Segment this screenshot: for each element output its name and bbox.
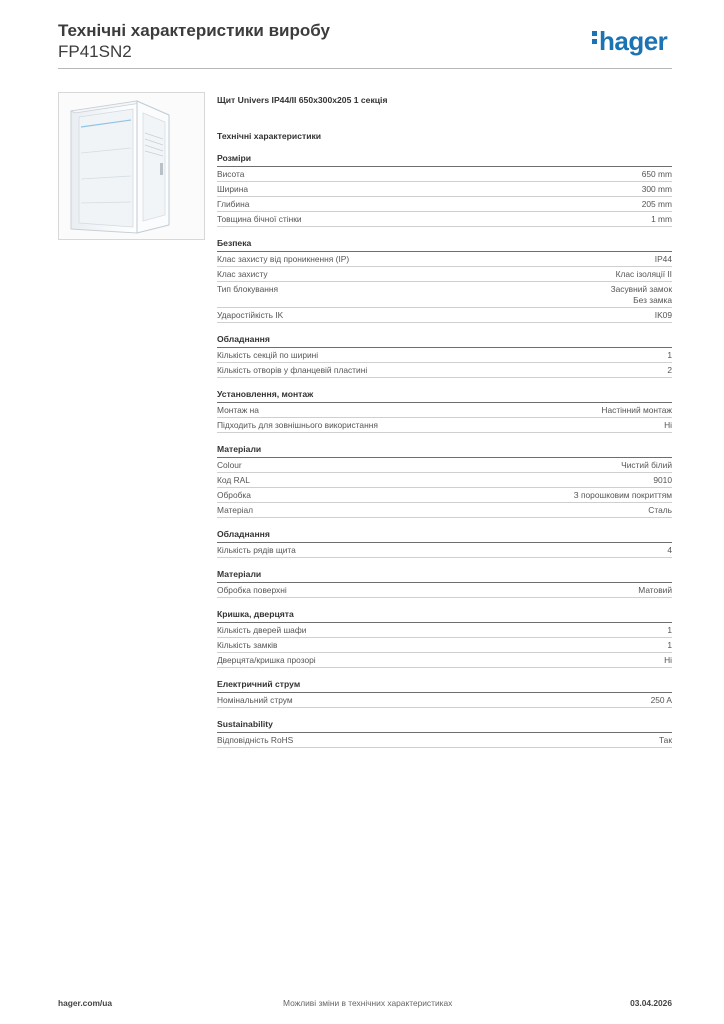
spec-value bbox=[651, 214, 672, 225]
spec-section bbox=[217, 529, 672, 558]
footer-note: Можливі зміни в технічних характеристиках bbox=[283, 998, 453, 1008]
spec-section bbox=[217, 238, 672, 323]
spec-row bbox=[217, 638, 672, 653]
spec-section bbox=[217, 389, 672, 433]
spec-row bbox=[217, 473, 672, 488]
spec-value-line: Матовий bbox=[638, 585, 672, 595]
spec-label: Colour bbox=[217, 460, 242, 470]
section-title: Sustainability bbox=[217, 719, 672, 733]
spec-label: Ширина bbox=[217, 184, 248, 194]
section-title: Обладнання bbox=[217, 529, 672, 543]
spec-row bbox=[217, 583, 672, 598]
spec-value-line: Настінний монтаж bbox=[601, 405, 672, 415]
spec-row bbox=[217, 623, 672, 638]
spec-label: Обробка поверхні bbox=[217, 585, 287, 595]
spec-label: Висота bbox=[217, 169, 245, 179]
spec-row bbox=[217, 488, 672, 503]
spec-value-line: IP44 bbox=[654, 254, 672, 264]
spec-row bbox=[217, 252, 672, 267]
spec-label: Монтаж на bbox=[217, 405, 259, 415]
spec-section bbox=[217, 334, 672, 378]
hager-logo[interactable] bbox=[592, 26, 667, 56]
spec-value-line: 4 bbox=[667, 545, 672, 555]
spec-value bbox=[653, 475, 672, 486]
spec-label: Кількість отворів у фланцевій пластині bbox=[217, 365, 368, 375]
spec-section bbox=[217, 569, 672, 598]
spec-value bbox=[667, 625, 672, 636]
spec-value-line: IK09 bbox=[654, 310, 672, 320]
spec-value bbox=[651, 695, 672, 706]
spec-value bbox=[642, 169, 672, 180]
spec-row bbox=[217, 182, 672, 197]
spec-row bbox=[217, 267, 672, 282]
spec-row bbox=[217, 212, 672, 227]
spec-value-line: 250 A bbox=[650, 695, 672, 705]
spec-label: Кількість секцій по ширині bbox=[217, 350, 319, 360]
spec-value-line: Без замка bbox=[633, 295, 672, 305]
spec-value-line: Клас ізоляції II bbox=[615, 269, 672, 279]
spec-value-line: 1 mm bbox=[651, 214, 672, 224]
spec-value bbox=[621, 460, 672, 471]
section-title: Безпека bbox=[217, 238, 672, 252]
product-image bbox=[58, 92, 205, 240]
spec-value bbox=[574, 490, 672, 501]
spec-row bbox=[217, 403, 672, 418]
spec-value bbox=[638, 585, 672, 596]
spec-value bbox=[664, 655, 672, 666]
spec-value-line: Ні bbox=[664, 420, 672, 430]
section-title: Матеріали bbox=[217, 444, 672, 458]
spec-row bbox=[217, 543, 672, 558]
spec-value-line: Чистий білий bbox=[621, 460, 672, 470]
spec-value bbox=[642, 199, 672, 210]
logo-dots-icon bbox=[592, 28, 597, 47]
spec-row bbox=[217, 363, 672, 378]
spec-value-line: 650 mm bbox=[641, 169, 672, 179]
spec-value bbox=[655, 254, 672, 265]
footer-website-link[interactable]: hager.com/ua bbox=[58, 998, 112, 1008]
spec-value-line: Так bbox=[658, 735, 672, 745]
spec-section bbox=[217, 609, 672, 668]
spec-value bbox=[611, 284, 672, 306]
spec-label: Відповідність RoHS bbox=[217, 735, 294, 745]
page-title: Технічні характеристики виробу bbox=[58, 21, 330, 40]
spec-row bbox=[217, 458, 672, 473]
spec-value-line: 205 mm bbox=[641, 199, 672, 209]
spec-value bbox=[664, 420, 672, 431]
spec-label: Клас захисту від проникнення (IP) bbox=[217, 254, 350, 264]
spec-value-line: 300 mm bbox=[641, 184, 672, 194]
spec-section bbox=[217, 719, 672, 748]
spec-value bbox=[655, 310, 672, 321]
spec-value-line: Засувний замок bbox=[610, 284, 672, 294]
spec-value-line: 1 bbox=[667, 640, 672, 650]
spec-row bbox=[217, 167, 672, 182]
header-divider bbox=[58, 68, 672, 69]
section-title: Кришка, дверцята bbox=[217, 609, 672, 623]
spec-value bbox=[667, 545, 672, 556]
spec-label: Кількість рядів щита bbox=[217, 545, 296, 555]
spec-value-line: Сталь bbox=[648, 505, 672, 515]
product-name: Щит Univers IP44/II 650x300x205 1 секція bbox=[217, 95, 388, 105]
section-title: Розміри bbox=[217, 153, 672, 167]
spec-label: Ударостійкість IK bbox=[217, 310, 284, 320]
spec-row bbox=[217, 308, 672, 323]
spec-section bbox=[217, 444, 672, 518]
spec-value bbox=[642, 184, 672, 195]
spec-label: Глибина bbox=[217, 199, 250, 209]
spec-label: Підходить для зовнішнього використання bbox=[217, 420, 378, 430]
spec-label: Матеріал bbox=[217, 505, 254, 515]
section-title: Установлення, монтаж bbox=[217, 389, 672, 403]
spec-sections bbox=[217, 153, 672, 748]
section-title: Електричний струм bbox=[217, 679, 672, 693]
spec-section bbox=[217, 153, 672, 227]
spec-row bbox=[217, 653, 672, 668]
spec-section bbox=[217, 679, 672, 708]
footer-date: 03.04.2026 bbox=[630, 998, 672, 1008]
spec-row bbox=[217, 693, 672, 708]
spec-value-line: 2 bbox=[667, 365, 672, 375]
product-code: FP41SN2 bbox=[58, 42, 132, 61]
spec-row bbox=[217, 733, 672, 748]
spec-label: Товщина бічної стінки bbox=[217, 214, 302, 224]
spec-label: Дверцята/кришка прозорі bbox=[217, 655, 316, 665]
section-title: Обладнання bbox=[217, 334, 672, 348]
spec-row bbox=[217, 503, 672, 518]
spec-content bbox=[217, 94, 672, 748]
logo-text: hager bbox=[599, 26, 668, 56]
spec-row bbox=[217, 348, 672, 363]
spec-label: Кількість замків bbox=[217, 640, 278, 650]
spec-value-line: 1 bbox=[667, 350, 672, 360]
spec-value bbox=[667, 365, 672, 376]
spec-value bbox=[601, 405, 672, 416]
spec-value-line: Ні bbox=[664, 655, 672, 665]
spec-value-line: 1 bbox=[667, 625, 672, 635]
spec-value bbox=[648, 505, 672, 516]
page-header bbox=[58, 20, 330, 62]
spec-label: Номінальний струм bbox=[217, 695, 293, 705]
spec-row bbox=[217, 282, 672, 308]
spec-label: Код RAL bbox=[217, 475, 250, 485]
spec-value bbox=[659, 735, 672, 746]
spec-heading: Технічні характеристики bbox=[217, 131, 322, 141]
spec-value bbox=[667, 640, 672, 651]
spec-value-line: 9010 bbox=[653, 475, 672, 485]
spec-label: Клас захисту bbox=[217, 269, 268, 279]
section-title: Матеріали bbox=[217, 569, 672, 583]
spec-label: Обробка bbox=[217, 490, 251, 500]
spec-value bbox=[616, 269, 672, 280]
spec-label: Тип блокування bbox=[217, 284, 279, 294]
spec-label: Кількість дверей шафи bbox=[217, 625, 307, 635]
spec-value bbox=[667, 350, 672, 361]
spec-row bbox=[217, 418, 672, 433]
spec-value-line: З порошковим покриттям bbox=[573, 490, 672, 500]
spec-row bbox=[217, 197, 672, 212]
